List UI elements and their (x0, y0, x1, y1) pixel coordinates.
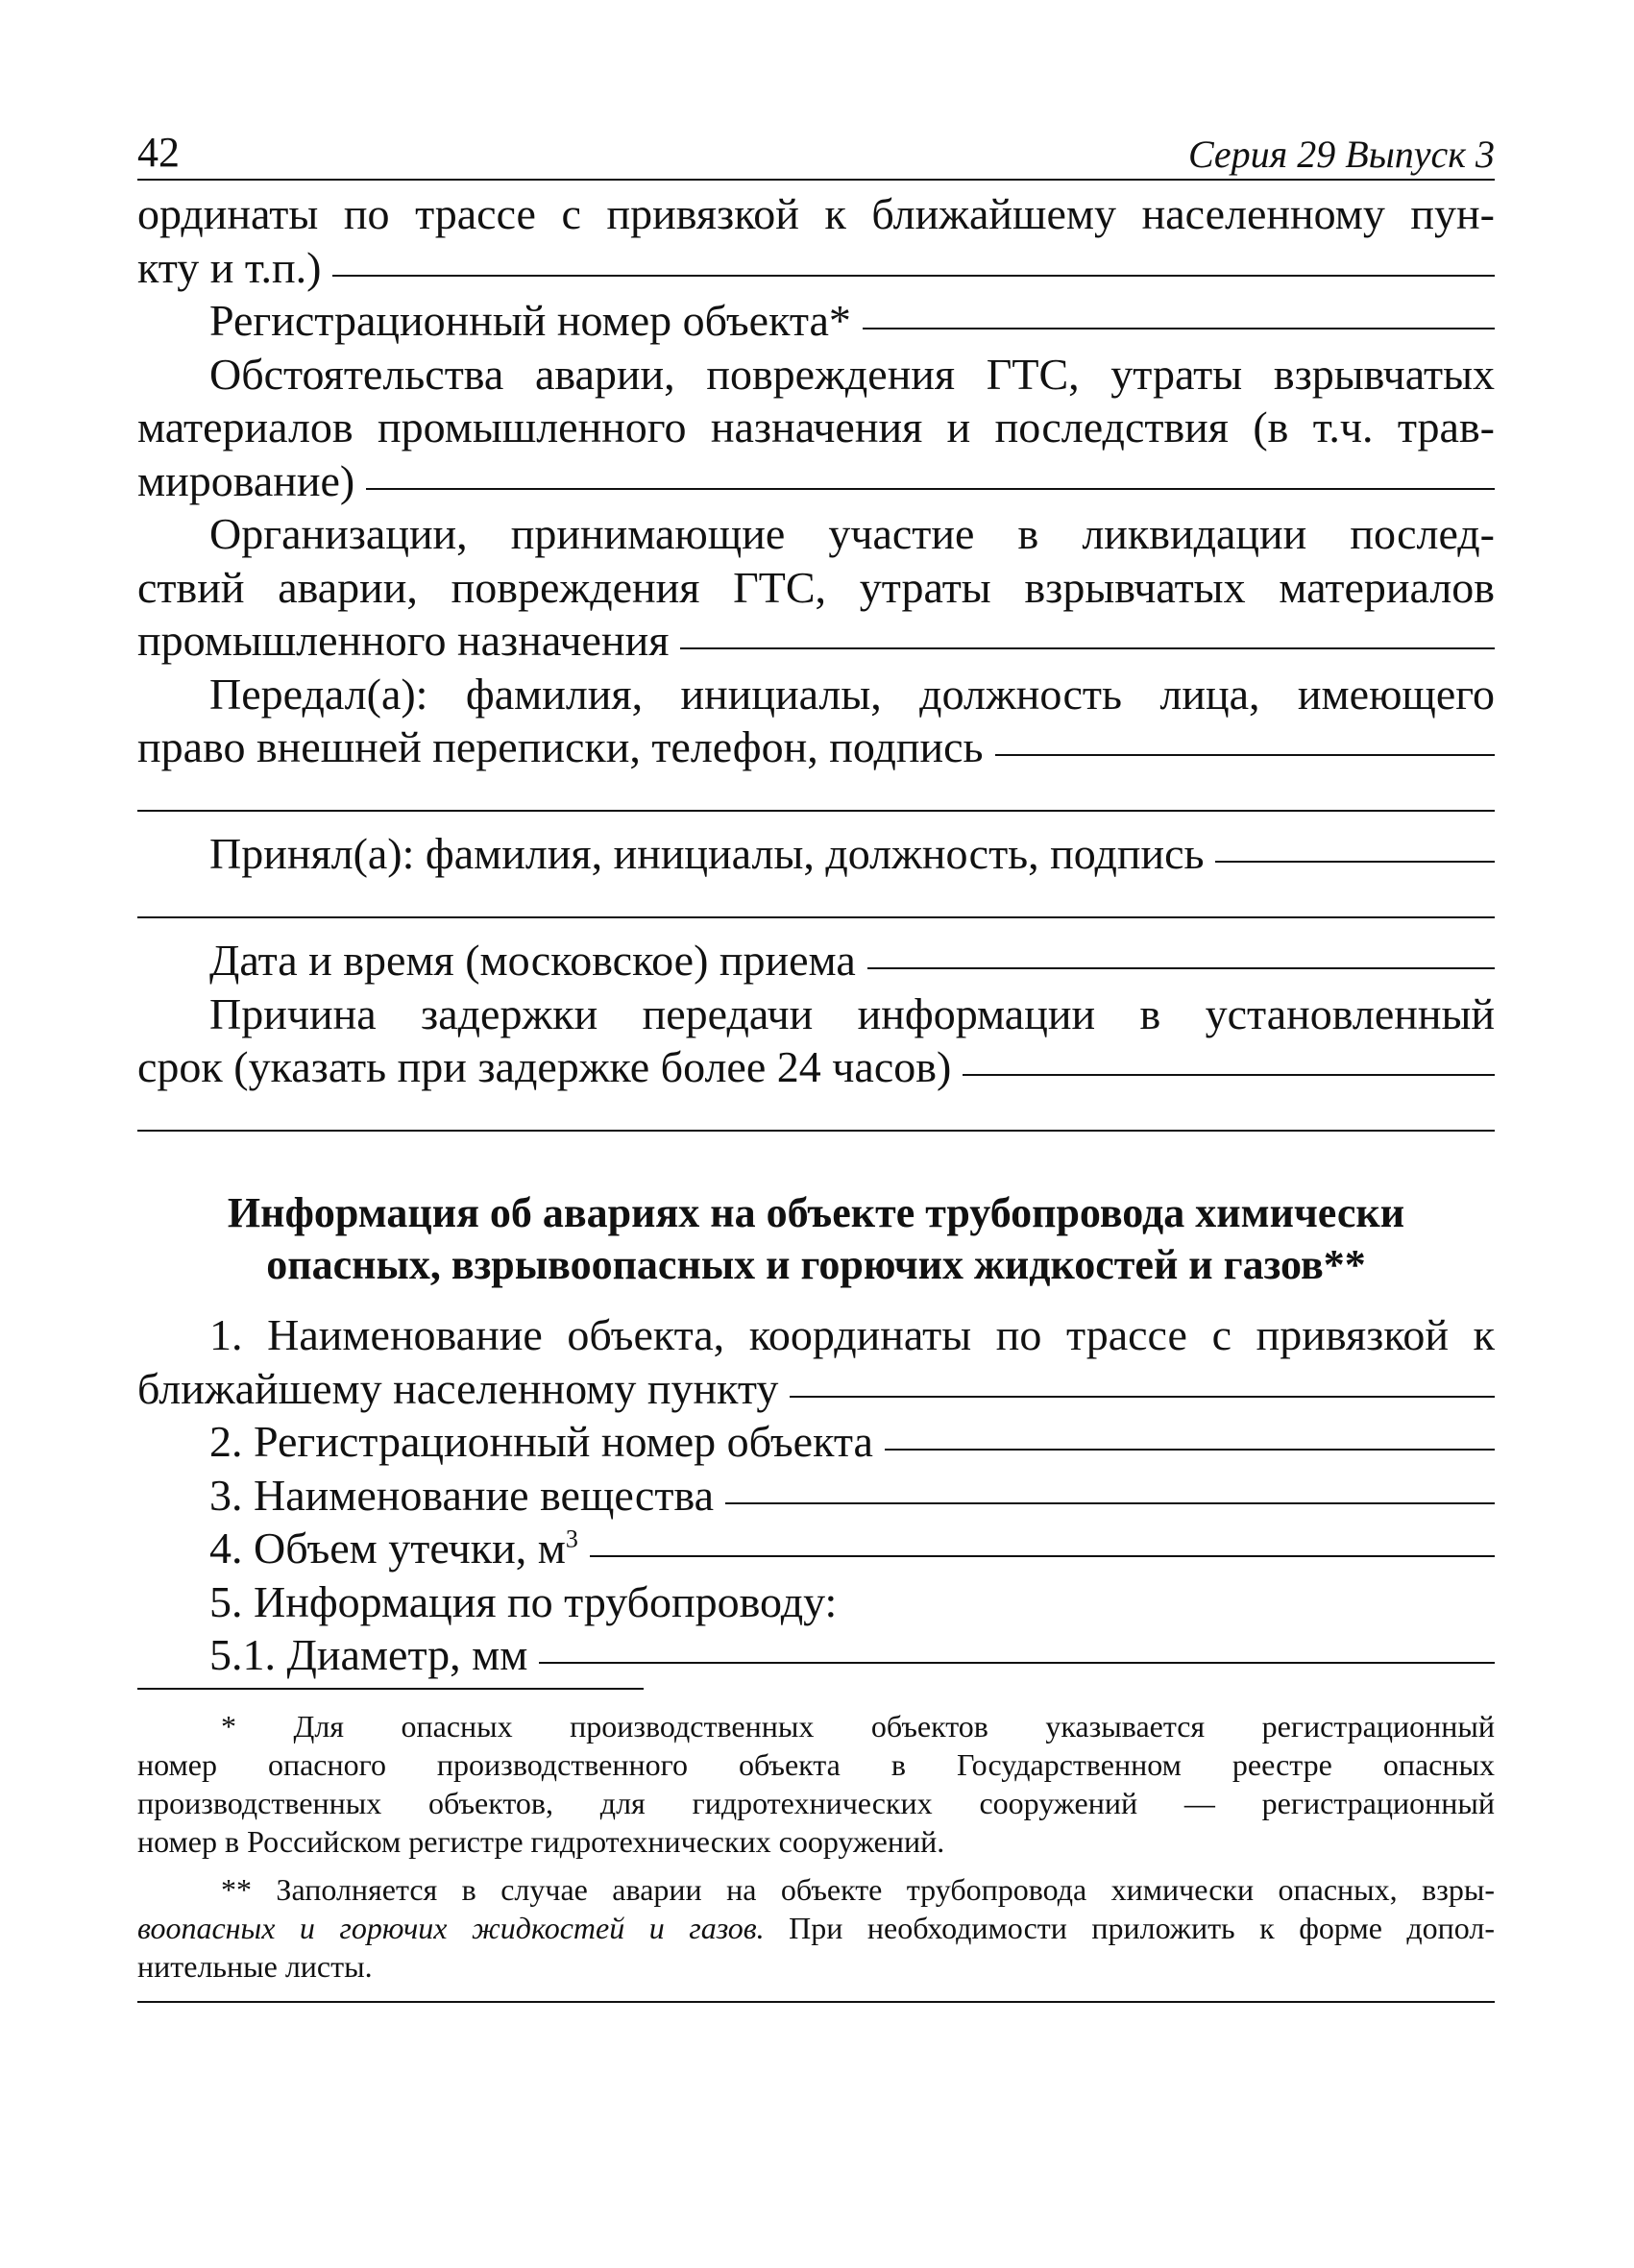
series-label: Серия 29 Выпуск 3 (1187, 133, 1495, 176)
p5-line2-text: право внешней переписки, телефон, подпись (137, 722, 984, 771)
p3-line3-text: мирование) (137, 455, 355, 505)
footnote-separator (137, 1688, 644, 1690)
fill-line[interactable] (680, 647, 1495, 649)
running-header (137, 123, 1495, 181)
fill-line[interactable] (539, 1662, 1495, 1664)
bottom-rule (137, 2001, 1495, 2003)
item4 (137, 1522, 1495, 1575)
p4-line3-text: промышленного назначения (137, 616, 670, 665)
item4-text (209, 1522, 578, 1575)
item51-text: 5.1. Диаметр, мм (209, 1630, 528, 1679)
p8-line2-text: срок (указать при задержке более 24 часов) (137, 1042, 952, 1091)
p2-registration (137, 294, 1495, 348)
footnote1-line3: производственных объектов, для гидротехнических сооружений — регистрационный (137, 1785, 1495, 1820)
section-title-line2: опасных, взрывоопасных и горючих жидкостей и газов** (266, 1241, 1366, 1288)
p6-text: Принял(а): фамилия, инициалы, должность, подпись (209, 829, 1205, 878)
footnote1-line1: * Для опасных производственных объектов указывается регистрационный (221, 1708, 1495, 1744)
p1-line2 (137, 241, 1495, 295)
item5 (137, 1575, 1495, 1629)
fill-line[interactable] (790, 1396, 1495, 1398)
footnote2-line2-italic: воопасных и горючих жидкостей и газов. (137, 1910, 765, 1945)
p7-text: Дата и время (московское) приема (209, 936, 856, 985)
footnote2-line3: нительные листы. (137, 1948, 373, 1984)
item1-line1: 1. Наименование объекта, координаты по трассе с привязкой к (209, 1310, 1495, 1359)
fill-line[interactable] (725, 1502, 1495, 1504)
fill-line[interactable] (885, 1449, 1495, 1451)
footnote1-line2: номер опасного производственного объекта в Государственном реестре опасных (137, 1746, 1495, 1782)
p3-line1: Обстоятельства аварии, повреждения ГТС, утраты взрывчатых (209, 349, 1495, 399)
item5-text: 5. Информация по трубопроводу: (209, 1576, 838, 1626)
p3-line2: материалов промышленного назначения и последствия (в т.ч. трав- (137, 402, 1495, 451)
p8-line1: Причина задержки передачи информации в установленный (209, 988, 1495, 1038)
item51 (137, 1628, 1495, 1682)
footnote2-line2-regular: При необходимости приложить к форме допол- (764, 1910, 1496, 1945)
item2-text: 2. Регистрационный номер объекта (209, 1417, 873, 1466)
page-number: 42 (137, 129, 180, 176)
fill-line[interactable] (332, 275, 1495, 277)
fill-line[interactable] (366, 488, 1495, 490)
p8-line2 (137, 1040, 1495, 1094)
form-body (137, 187, 1495, 2003)
p7-date-time (137, 934, 1495, 988)
p5-line2 (137, 720, 1495, 774)
footnote2-line2 (137, 1909, 1495, 1947)
item2 (137, 1415, 1495, 1469)
blank-line[interactable] (137, 881, 1495, 935)
fill-line[interactable] (995, 754, 1495, 756)
fill-line[interactable] (863, 328, 1495, 329)
item3 (137, 1469, 1495, 1523)
footnote1-line4: номер в Российском регистре гидротехнических сооружений. (137, 1823, 945, 1859)
blank-line[interactable] (137, 774, 1495, 828)
item4-label: 4. Объем утечки, м (209, 1524, 566, 1573)
blank-line[interactable] (137, 1094, 1495, 1148)
p1-line2-text: кту и т.п.) (137, 242, 322, 292)
p2-text: Регистрационный номер объекта* (209, 296, 851, 345)
p5-line1: Передал(а): фамилия, инициалы, должность лица, имеющего (209, 669, 1495, 719)
p4-line1: Организации, принимающие участие в ликвидации послед- (209, 509, 1495, 558)
p4-line2: ствий аварии, повреждения ГТС, утраты взрывчатых материалов (137, 562, 1495, 612)
item4-superscript: 3 (565, 1524, 578, 1553)
footnote2-line1: ** Заполняется в случае аварии на объекте трубопровода химически опасных, взры- (221, 1871, 1495, 1907)
p3-line3 (137, 454, 1495, 508)
item3-text: 3. Наименование вещества (209, 1470, 714, 1520)
p6-received (137, 827, 1495, 881)
fill-line[interactable] (1215, 861, 1495, 863)
item1-line2 (137, 1362, 1495, 1416)
fill-line[interactable] (963, 1074, 1495, 1076)
fill-line[interactable] (867, 967, 1495, 969)
section-title-line1: Информация об авариях на объекте трубопровода химически (227, 1189, 1405, 1236)
p4-line3 (137, 614, 1495, 668)
fill-line[interactable] (590, 1555, 1495, 1557)
item1-line2-text: ближайшему населенному пункту (137, 1363, 779, 1413)
p1-line1: ординаты по трассе с привязкой к ближайшему населенному пун- (137, 189, 1495, 238)
